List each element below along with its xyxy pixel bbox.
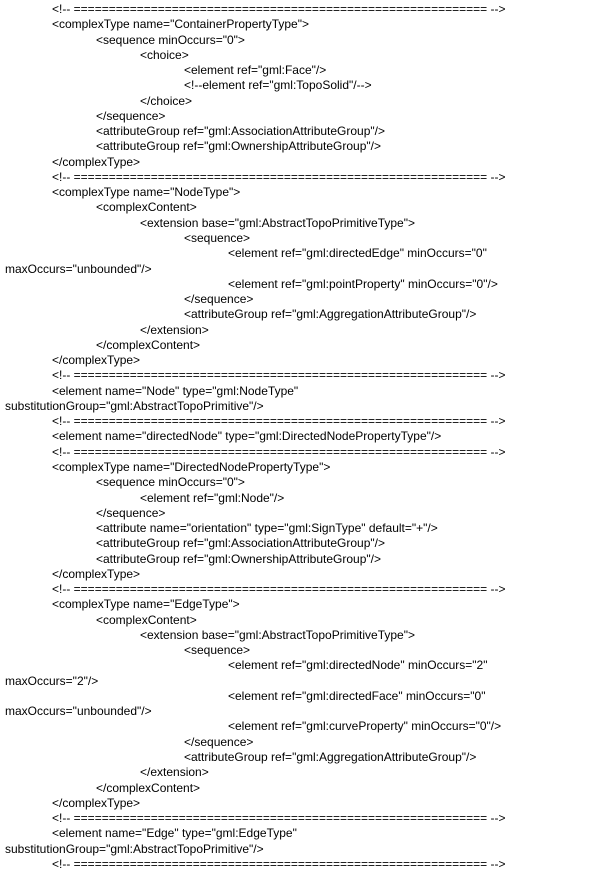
code-line: <element name="Node" type="gml:NodeType" [52,383,299,398]
code-line: <choice> [140,47,189,62]
code-line: <!-- =========================================================== --> [52,582,506,597]
code-line: <sequence minOccurs="0"> [96,475,245,490]
code-line: <element ref="gml:directedEdge" minOccurs="0" [228,246,487,261]
code-line: </sequence> [96,108,166,123]
code-line: <!-- =========================================================== --> [52,2,506,16]
code-line: <element ref="gml:Node"/> [140,490,285,505]
code-line: <element ref="gml:directedNode" minOccurs="2" [228,658,488,673]
code-line: <complexType name="DirectedNodePropertyType"> [52,459,331,474]
code-line: maxOccurs="unbounded"/> [5,704,152,719]
code-line: <extension base="gml:AbstractTopoPrimitiveType"> [140,627,415,642]
code-line: <element ref="gml:directedFace" minOccurs="0" [228,688,486,703]
code-line: <element ref="gml:curveProperty" minOccurs="0"/> [228,719,502,734]
code-line: substitutionGroup="gml:AbstractTopoPrimitive"/> [5,398,264,413]
code-line: </complexType> [52,353,141,368]
code-line: <sequence> [184,643,251,658]
code-line: <attributeGroup ref="gml:AssociationAttributeGroup"/> [96,124,386,139]
code-line: <element name="directedNode" type="gml:DirectedNodePropertyType"/> [52,429,442,444]
code-line: </complexContent> [96,337,201,352]
code-line: <attributeGroup ref="gml:OwnershipAttributeGroup"/> [96,551,381,566]
code-line: <attributeGroup ref="gml:AggregationAttributeGroup"/> [184,750,477,765]
code-line: </extension> [140,322,209,337]
code-line: <!--element ref="gml:TopoSolid"/--> [184,78,372,93]
code-line: <sequence minOccurs="0"> [96,32,245,47]
code-line: <attributeGroup ref="gml:OwnershipAttributeGroup"/> [96,139,381,154]
code-line: <attributeGroup ref="gml:AggregationAttributeGroup"/> [184,307,477,322]
code-line: </complexType> [52,154,141,169]
code-line: </extension> [140,765,209,780]
code-line: </complexContent> [96,780,201,795]
code-line: <complexType name="ContainerPropertyType"> [52,17,309,32]
code-line: <!-- =========================================================== --> [52,169,506,184]
code-line: </complexType> [52,566,141,581]
xml-schema-listing [0,2,602,892]
code-line: </choice> [140,93,193,108]
code-line: <!-- =========================================================== --> [52,444,506,459]
code-line: maxOccurs="unbounded"/> [5,261,152,276]
code-line: </sequence> [184,292,254,307]
code-line: <complexContent> [96,612,197,627]
code-line: </sequence> [184,734,254,749]
code-line: <complexContent> [96,200,197,215]
code-line: <complexType name="NodeType"> [52,185,241,200]
code-line: </complexType> [52,795,141,810]
code-line: <sequence> [184,230,251,245]
code-line: <!-- =========================================================== --> [52,368,506,383]
code-line: substitutionGroup="gml:AbstractTopoPrimitive"/> [5,841,264,856]
code-line: <attributeGroup ref="gml:AssociationAttributeGroup"/> [96,536,386,551]
code-line: <element ref="gml:pointProperty" minOccurs="0"/> [228,276,498,291]
code-line: <element ref="gml:Face"/> [184,63,327,78]
code-line: <complexType name="EdgeType"> [52,597,240,612]
code-line: <attribute name="orientation" type="gml:SignType" default="+"/> [96,521,438,536]
code-line: <!-- =========================================================== --> [52,811,506,826]
code-line: <element name="Edge" type="gml:EdgeType" [52,826,297,841]
code-line: maxOccurs="2"/> [5,673,99,688]
code-line: <!-- =========================================================== --> [52,856,506,871]
code-line: <!-- =========================================================== --> [52,414,506,429]
code-line: <extension base="gml:AbstractTopoPrimitiveType"> [140,215,415,230]
code-line: </sequence> [96,505,166,520]
